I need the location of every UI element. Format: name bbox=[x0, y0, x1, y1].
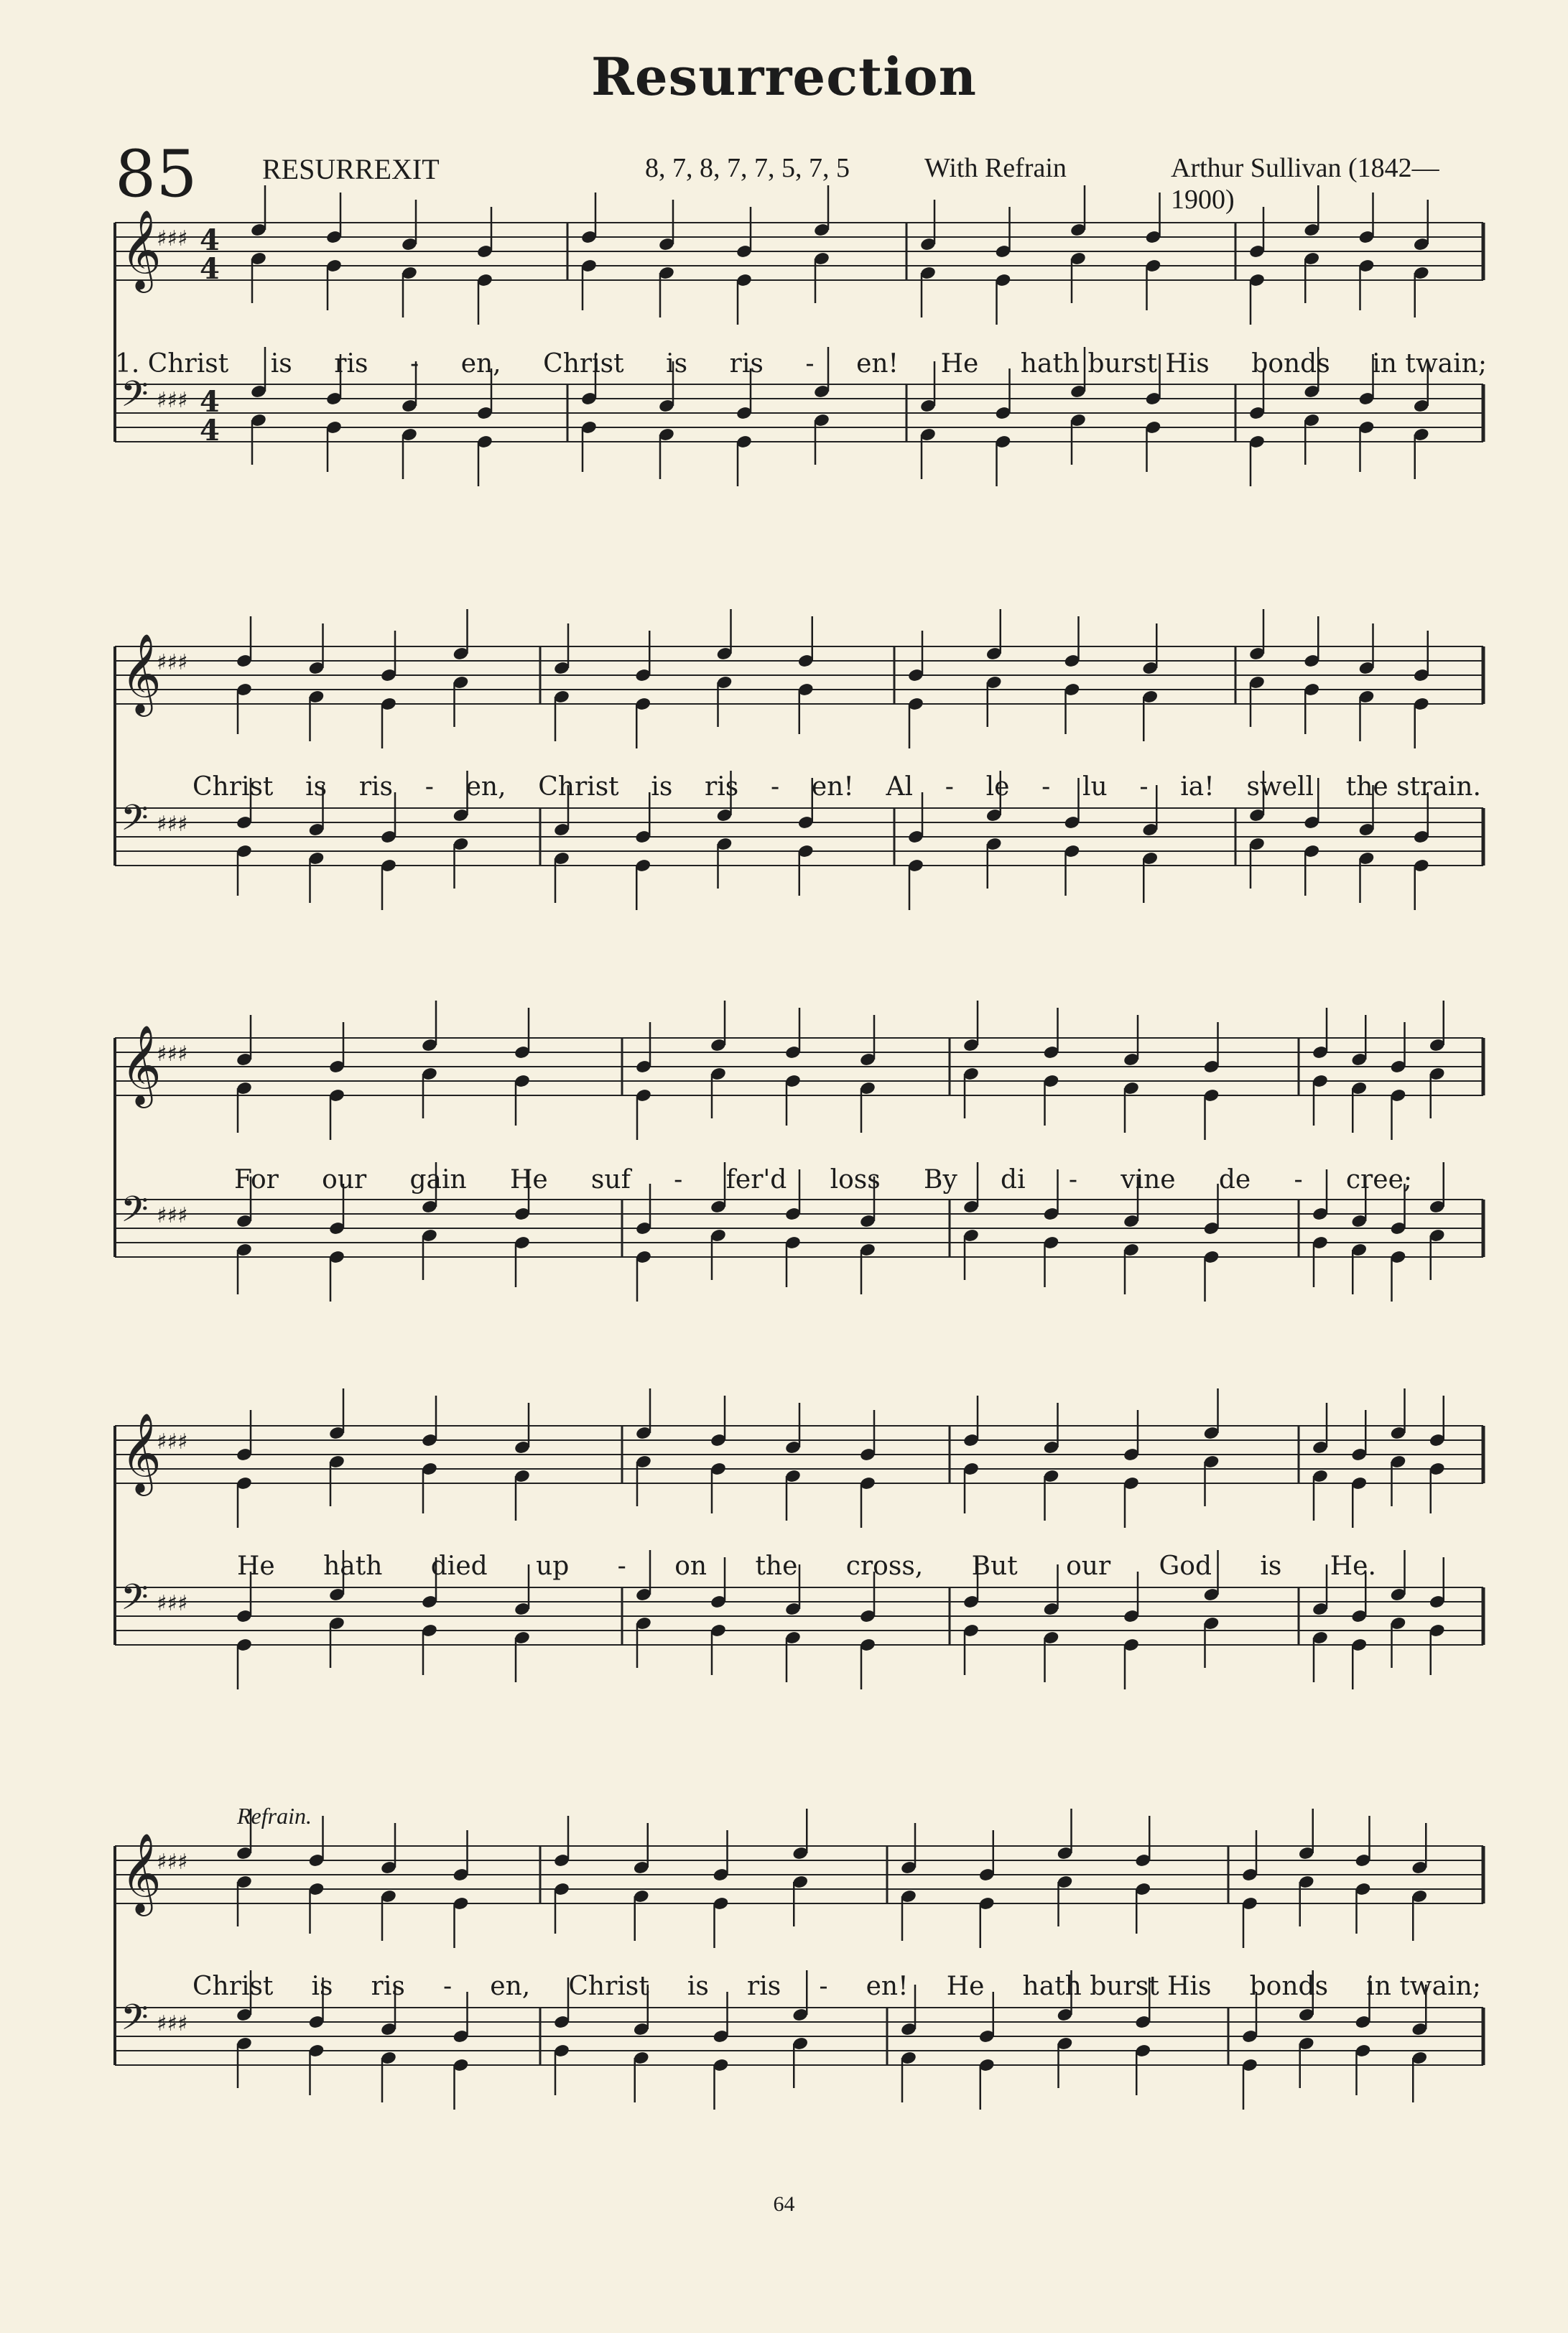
refrain-label: Refrain. bbox=[237, 1803, 312, 1829]
lyric-syllable: en! bbox=[866, 1972, 909, 2001]
lyric-syllable: is bbox=[305, 772, 328, 802]
treble-clef-icon: 𝄞 bbox=[121, 1024, 162, 1105]
lyric-syllable: - bbox=[442, 1972, 453, 2001]
lyric-syllable: di bbox=[1001, 1165, 1026, 1195]
key-signature-icon: ♯♯♯ bbox=[157, 1591, 188, 1616]
lyric-syllable: en! bbox=[811, 772, 854, 802]
lyric-syllable: - bbox=[819, 1972, 828, 2001]
lyric-syllable: Christ bbox=[192, 1972, 274, 2001]
lyric-syllable: He bbox=[237, 1552, 275, 1581]
lyric-syllable: But bbox=[971, 1552, 1018, 1581]
key-signature-icon: ♯♯♯ bbox=[157, 1203, 188, 1228]
lyric-syllable: is bbox=[666, 349, 688, 379]
lyric-syllable: - bbox=[770, 772, 780, 802]
lyric-syllable: - bbox=[1139, 772, 1149, 802]
lyric-syllable: suf bbox=[590, 1165, 631, 1195]
lyric-syllable: Al bbox=[886, 772, 914, 802]
lyric-syllable: Christ bbox=[192, 772, 274, 802]
lyric-syllable: the strain. bbox=[1345, 772, 1481, 802]
lyric-syllable: He bbox=[940, 349, 979, 379]
lyric-syllable: cree; bbox=[1345, 1165, 1412, 1195]
bass-clef-icon: 𝄢 bbox=[121, 797, 149, 848]
key-signature-icon: ♯♯♯ bbox=[157, 650, 188, 675]
hymn-number: 85 bbox=[115, 136, 198, 212]
lyric-syllable: - bbox=[425, 772, 434, 802]
lyrics-line-3 bbox=[234, 1165, 1412, 1195]
lyric-syllable: ris bbox=[334, 349, 368, 379]
lyric-syllable: - bbox=[674, 1165, 683, 1195]
tune-name: RESURREXIT bbox=[262, 153, 440, 185]
lyric-syllable: our bbox=[1066, 1552, 1111, 1581]
lyric-syllable: ia! bbox=[1180, 772, 1215, 802]
lyric-syllable: He. bbox=[1330, 1552, 1376, 1581]
lyric-syllable: is bbox=[1260, 1552, 1282, 1581]
lyric-syllable: hath burst His bbox=[1020, 349, 1210, 379]
lyric-syllable: - bbox=[1294, 1165, 1303, 1195]
lyric-syllable: cross, bbox=[845, 1552, 924, 1581]
bass-clef-icon: 𝄢 bbox=[121, 1997, 149, 2047]
lyric-syllable: the bbox=[755, 1552, 798, 1581]
lyrics-line-2 bbox=[192, 772, 1481, 802]
lyric-syllable: in twain; bbox=[1366, 1972, 1481, 2001]
lyric-syllable: is bbox=[687, 1972, 709, 2001]
bass-clef-icon: 𝄢 bbox=[121, 374, 149, 424]
key-signature-icon: ♯♯♯ bbox=[157, 2011, 188, 2036]
lyric-syllable: - bbox=[805, 349, 815, 379]
lyric-syllable: 1. Christ bbox=[115, 349, 229, 379]
lyric-syllable: in twain; bbox=[1372, 349, 1487, 379]
lyrics-line-1 bbox=[115, 349, 1487, 379]
lyric-syllable: ris bbox=[747, 1972, 781, 2001]
lyric-syllable: le bbox=[985, 772, 1010, 802]
bass-clef-icon: 𝄢 bbox=[121, 1577, 149, 1627]
composer: Arthur Sullivan (1842—1900) bbox=[1171, 153, 1439, 215]
lyric-syllable: en, bbox=[460, 349, 501, 379]
lyric-syllable: is bbox=[311, 1972, 333, 2001]
key-signature-icon: ♯♯♯ bbox=[157, 388, 188, 413]
lyric-syllable: swell bbox=[1246, 772, 1314, 802]
key-signature-icon: ♯♯♯ bbox=[157, 226, 188, 251]
lyric-syllable: - bbox=[1068, 1165, 1078, 1195]
lyric-syllable: up bbox=[536, 1552, 570, 1581]
lyric-syllable: en, bbox=[465, 772, 506, 802]
time-signature-bottom: 4 bbox=[200, 414, 220, 447]
lyric-syllable: - bbox=[1042, 772, 1051, 802]
lyric-syllable: vine bbox=[1121, 1165, 1176, 1195]
lyric-syllable: ris bbox=[729, 349, 764, 379]
lyric-syllable: By bbox=[923, 1165, 957, 1195]
lyric-syllable: en! bbox=[856, 349, 899, 379]
lyric-syllable: Christ bbox=[543, 349, 624, 379]
lyric-syllable: God bbox=[1159, 1552, 1212, 1581]
treble-clef-icon: 𝄞 bbox=[121, 633, 162, 713]
time-signature-top: 4 bbox=[200, 223, 220, 257]
key-signature-icon: ♯♯♯ bbox=[157, 1850, 188, 1875]
lyric-syllable: de bbox=[1218, 1165, 1251, 1195]
page-number: 64 bbox=[773, 2192, 795, 2216]
lyric-syllable: gain bbox=[409, 1165, 467, 1195]
time-signature-top: 4 bbox=[200, 385, 220, 419]
lyric-syllable: lu bbox=[1082, 772, 1108, 802]
treble-clef-icon: 𝄞 bbox=[121, 1412, 162, 1493]
key-signature-icon: ♯♯♯ bbox=[157, 812, 188, 837]
meter: 8, 7, 8, 7, 7, 5, 7, 5 bbox=[645, 153, 850, 183]
treble-clef-icon: 𝄞 bbox=[121, 209, 162, 289]
lyric-syllable: is bbox=[651, 772, 673, 802]
time-signature-bottom: 4 bbox=[200, 252, 220, 286]
lyric-syllable: bonds bbox=[1249, 1972, 1329, 2001]
lyric-syllable: hath burst His bbox=[1022, 1972, 1212, 2001]
lyric-syllable: He bbox=[946, 1972, 985, 2001]
lyric-syllable: ris bbox=[371, 1972, 405, 2001]
lyric-syllable: For bbox=[234, 1165, 279, 1195]
lyric-syllable: - bbox=[409, 349, 419, 379]
lyric-syllable: on bbox=[674, 1552, 708, 1581]
lyrics-line-4 bbox=[237, 1552, 1376, 1581]
lyric-syllable: Christ bbox=[568, 1972, 649, 2001]
key-signature-icon: ♯♯♯ bbox=[157, 1429, 188, 1455]
lyric-syllable: - bbox=[945, 772, 954, 802]
lyric-syllable: bonds bbox=[1251, 349, 1330, 379]
page-title: Resurrection bbox=[590, 46, 978, 107]
lyric-syllable: is bbox=[270, 349, 292, 379]
key-signature-icon: ♯♯♯ bbox=[157, 1042, 188, 1067]
treble-clef-icon: 𝄞 bbox=[121, 1832, 162, 1913]
lyrics-line-refrain bbox=[192, 1972, 1481, 2001]
lyric-syllable: died bbox=[430, 1552, 488, 1581]
lyric-syllable: Christ bbox=[538, 772, 619, 802]
bass-clef-icon: 𝄢 bbox=[121, 1189, 149, 1239]
lyric-syllable: loss bbox=[830, 1165, 881, 1195]
lyric-syllable: - bbox=[617, 1552, 626, 1581]
lyric-syllable: fer'd bbox=[725, 1165, 787, 1195]
lyric-syllable: hath bbox=[323, 1552, 383, 1581]
lyric-syllable: ris bbox=[358, 772, 394, 802]
lyric-syllable: He bbox=[509, 1165, 548, 1195]
lyric-syllable: our bbox=[322, 1165, 367, 1195]
refrain-note: With Refrain bbox=[924, 153, 1067, 183]
lyric-syllable: ris bbox=[705, 772, 739, 802]
lyric-syllable: en, bbox=[490, 1972, 531, 2001]
